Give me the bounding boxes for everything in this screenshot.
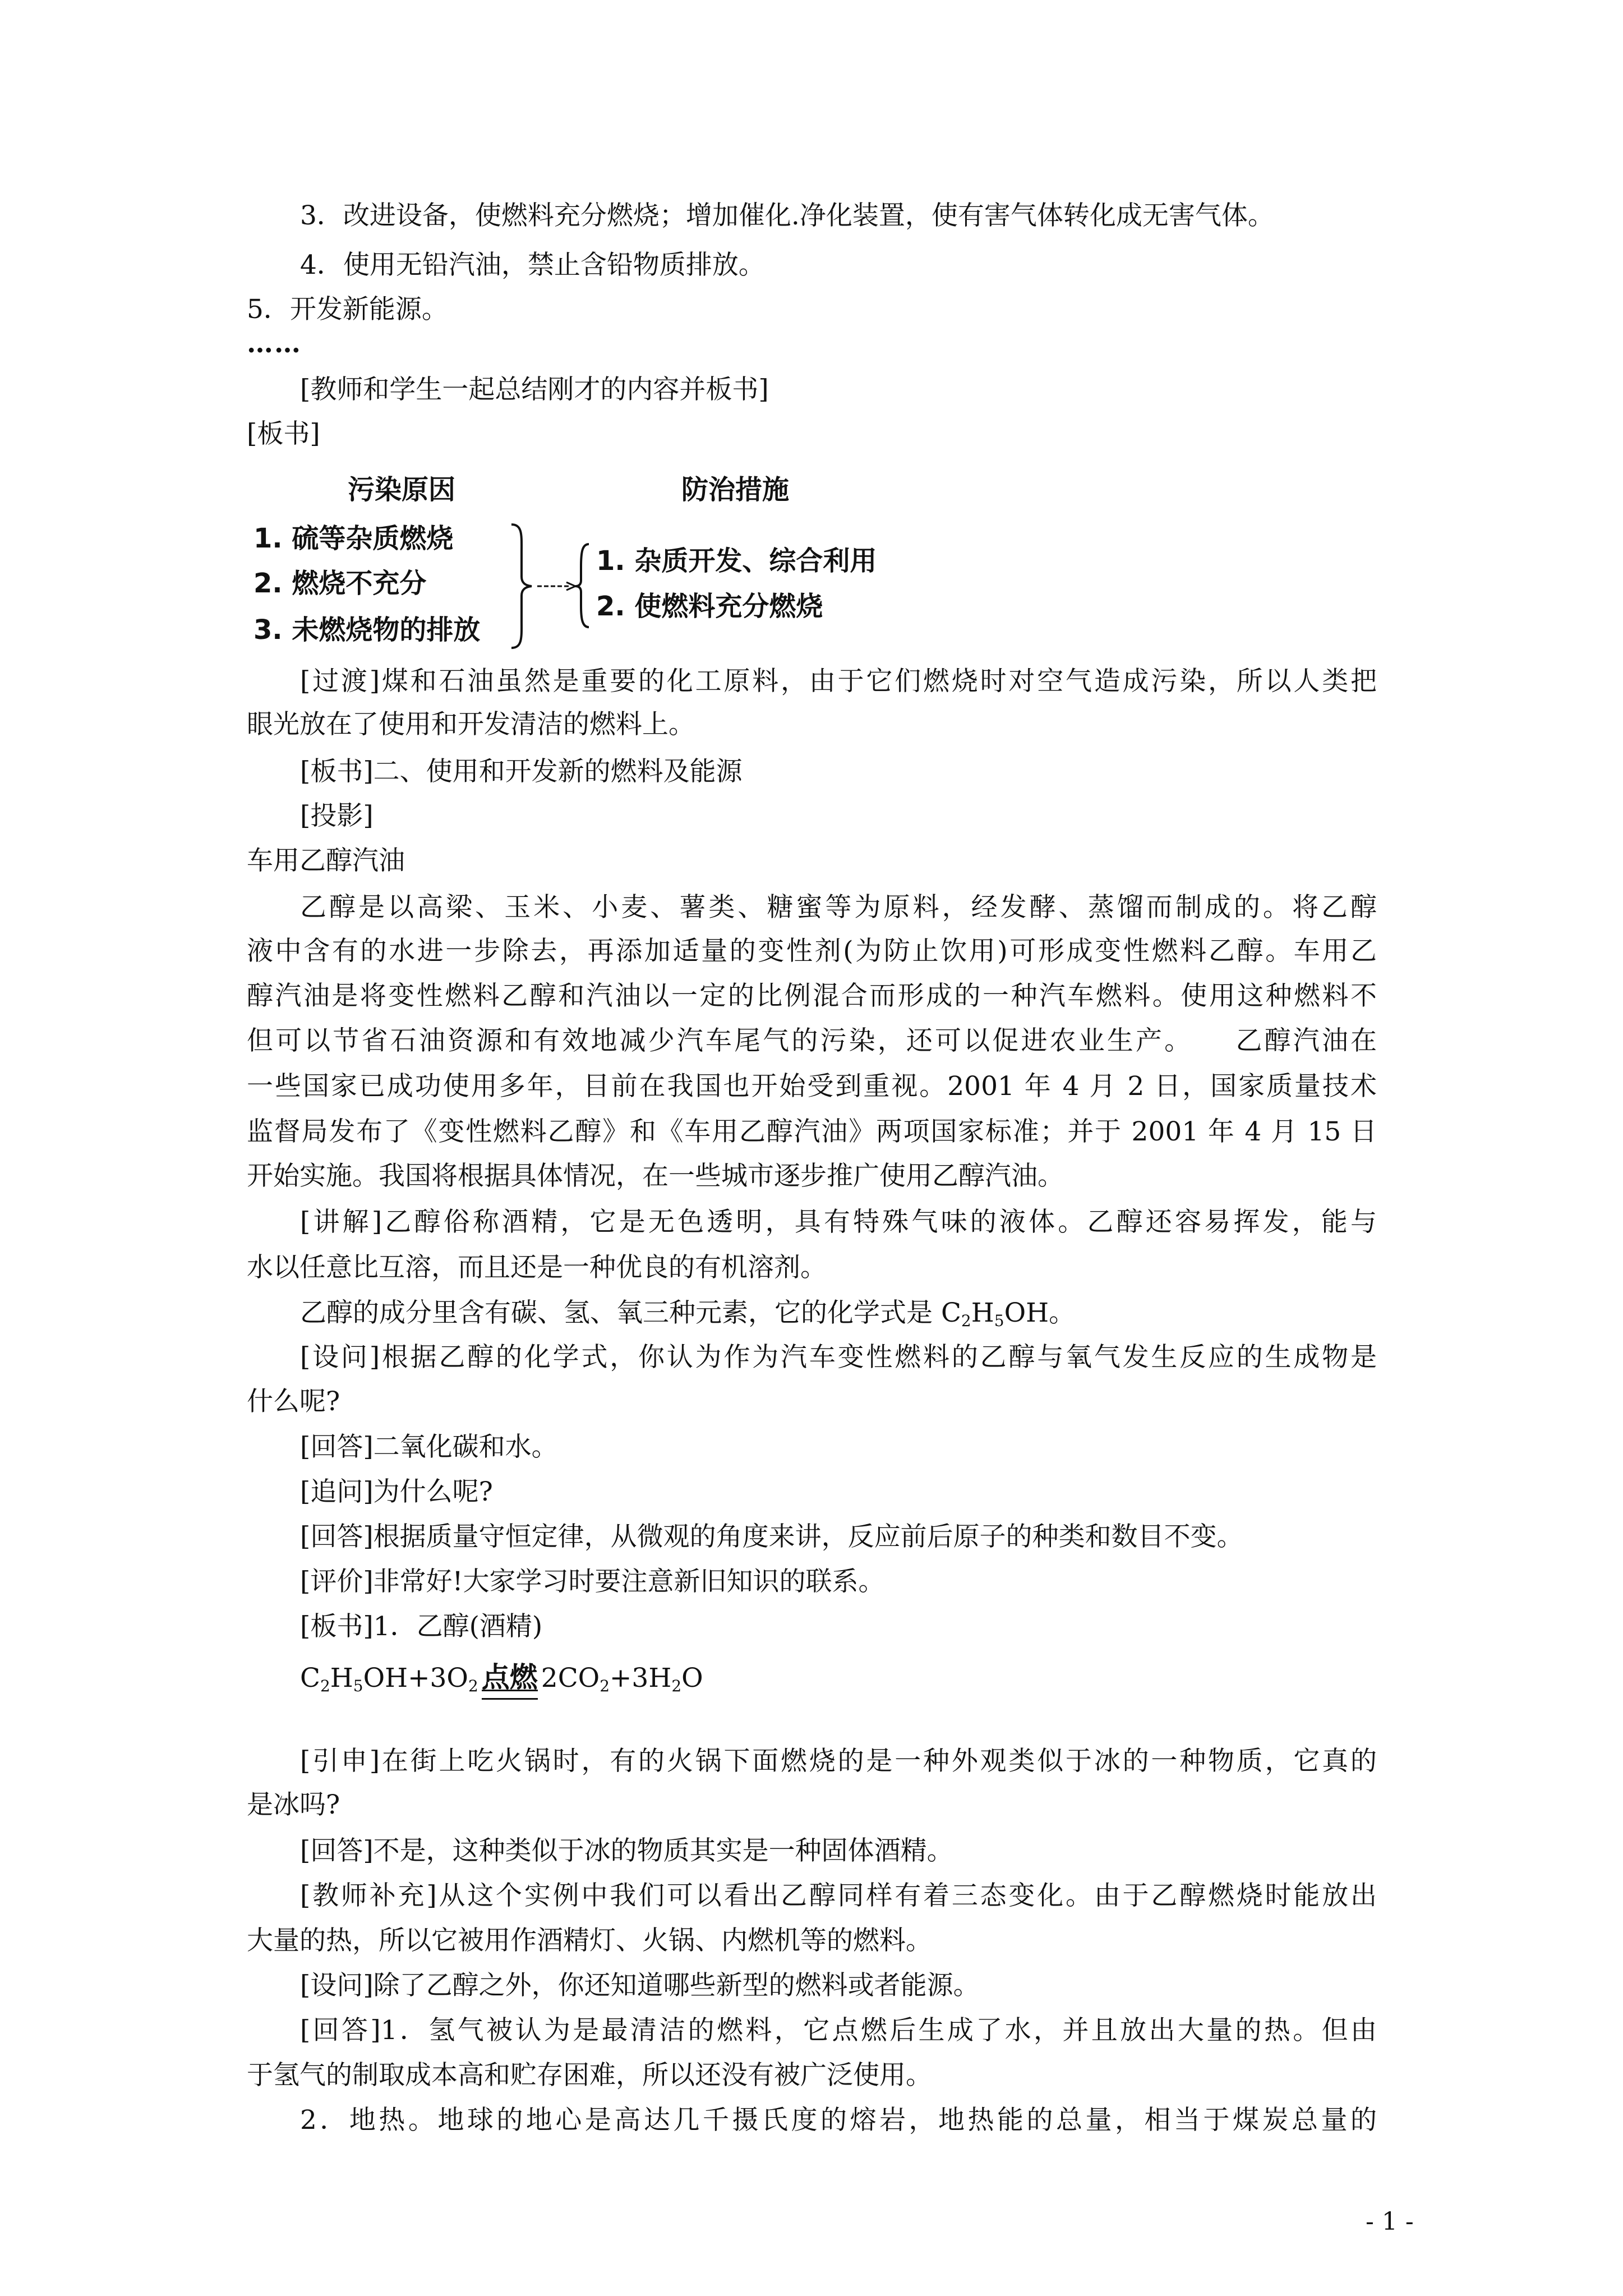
text-line: 是冰吗?: [247, 1789, 340, 1820]
text-line: 3．改进设备，使燃料充分燃烧；增加催化.净化装置，使有害气体转化成无害气体。: [300, 200, 1274, 231]
text-line: [板书]二、使用和开发新的燃料及能源: [300, 756, 743, 787]
combustion-equation: $C_2H_5OH+3O_2$ 点燃 $2CO_2+3H_2O$: [300, 1660, 703, 1695]
text-line: [评价]非常好!大家学习时要注意新旧知识的联系。: [300, 1566, 885, 1597]
text-line: 车用乙醇汽油: [247, 845, 405, 876]
text-line: 眼光放在了使用和开发清洁的燃料上。: [247, 709, 695, 740]
text-line: [引申]在街上吃火锅时，有的火锅下面燃烧的是一种外观类似于冰的一种物质，它真的: [300, 1746, 1377, 1777]
text-line: 监督局发布了《变性燃料乙醇》和《车用乙醇汽油》两项国家标准；并于 2001 年 4 月 15 日: [247, 1116, 1377, 1147]
text-line: [回答]二氧化碳和水。: [300, 1432, 558, 1462]
diagram-connector: [505, 522, 594, 651]
text-line: 大量的热，所以它被用作酒精灯、火锅、内燃机等的燃料。: [247, 1925, 932, 1956]
ethanol-formula-line: 乙醇的成分里含有碳、氢、氧三种元素，它的化学式是 $C_2H_5OH$。: [300, 1297, 1076, 1330]
text-line: 什么呢?: [247, 1386, 340, 1417]
text-line: [教师和学生一起总结刚才的内容并板书]: [300, 374, 769, 405]
text-line: 5．开发新能源。: [247, 294, 448, 325]
text-line: [回答]根据质量守恒定律，从微观的角度来讲，反应前后原子的种类和数目不变。: [300, 1521, 1243, 1552]
diagram-cause-item: 2. 燃烧不充分: [253, 568, 427, 599]
text-line: 开始实施。我国将根据具体情况，在一些城市逐步推广使用乙醇汽油。: [247, 1161, 1064, 1191]
diagram-cause-item: 3. 未燃烧物的排放: [253, 614, 481, 646]
reaction-condition: 点燃: [482, 1660, 538, 1694]
text-line: [板书]: [247, 418, 320, 449]
text-line: [追问]为什么呢?: [300, 1476, 493, 1507]
text-line: [讲解]乙醇俗称酒精，它是无色透明，具有特殊气味的液体。乙醇还容易挥发，能与: [300, 1207, 1377, 1237]
text-line: [回答]不是，这种类似于冰的物质其实是一种固体酒精。: [300, 1835, 953, 1866]
diagram-measure-item: 1. 杂质开发、综合利用: [596, 545, 877, 577]
diagram-header-causes: 污染原因: [348, 474, 456, 505]
right-brace-icon: [511, 524, 532, 648]
text-line: [设问]根据乙醇的化学式，你认为作为汽车变性燃料的乙醇与氧气发生反应的生成物是: [300, 1342, 1377, 1373]
text-line: 醇汽油是将变性燃料乙醇和汽油以一定的比例混合而形成的一种汽车燃料。使用这种燃料不: [247, 981, 1377, 1011]
text-line: [投影]: [300, 800, 374, 831]
diagram-cause-item: 1. 硫等杂质燃烧: [253, 523, 454, 554]
text-line: 乙醇是以高梁、玉米、小麦、薯类、糖蜜等为原料，经发酵、蒸馏而制成的。将乙醇: [300, 892, 1377, 923]
text-line: [教师补充]从这个实例中我们可以看出乙醇同样有着三态变化。由于乙醇燃烧时能放出: [300, 1880, 1377, 1911]
text-line: 一些国家已成功使用多年，目前在我国也开始受到重视。2001 年 4 月 2 日，国家质量技术: [247, 1071, 1377, 1102]
text-line: [过渡]煤和石油虽然是重要的化工原料，由于它们燃烧时对空气造成污染，所以人类把: [300, 666, 1377, 697]
text-line: [设问]除了乙醇之外，你还知道哪些新型的燃料或者能源。: [300, 1970, 980, 2001]
text-line: 4．使用无铅汽油，禁止含铅物质排放。: [300, 250, 765, 280]
text-line: 水以任意比互溶，而且还是一种优良的有机溶剂。: [247, 1252, 827, 1283]
text-line: [回答]1．氢气被认为是最清洁的燃料，它点燃后生成了水，并且放出大量的热。但由: [300, 2015, 1377, 2046]
diagram-measure-item: 2. 使燃料充分燃烧: [596, 591, 823, 622]
text-line: 2．地热。地球的地心是高达几千摄氏度的熔岩，地热能的总量，相当于煤炭总量的: [300, 2105, 1377, 2136]
text-line: 但可以节省石油资源和有效地减少汽车尾气的污染，还可以促进农业生产。 乙醇汽油在: [247, 1025, 1377, 1056]
text-line: 液中含有的水进一步除去，再添加适量的变性剂(为防止饮用)可形成变性燃料乙醇。车用乙: [247, 936, 1377, 967]
ellipsis: ……: [247, 328, 302, 359]
left-brace-icon: [575, 544, 589, 627]
text-line: 于氢气的制取成本高和贮存困难，所以还没有被广泛使用。: [247, 2060, 932, 2091]
diagram-header-measures: 防治措施: [681, 474, 790, 505]
page-number: - 1 -: [1366, 2207, 1414, 2236]
text-line: [板书]1．乙醇(酒精): [300, 1611, 543, 1642]
